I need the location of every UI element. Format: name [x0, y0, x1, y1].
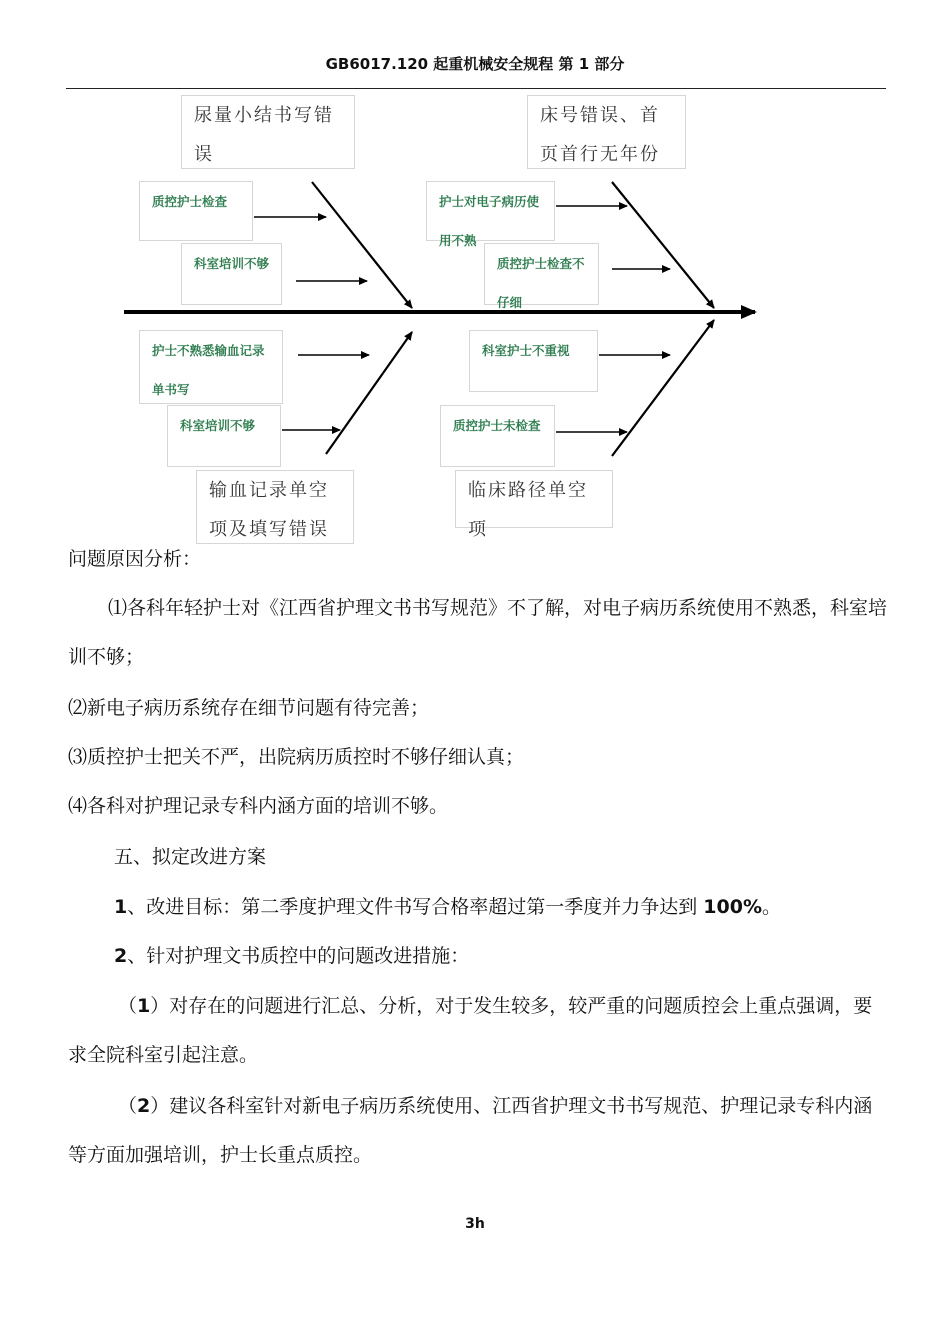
reason-4: ⑷各科对护理记录专科内涵方面的培训不够。	[68, 795, 449, 817]
effect-box-top-right	[527, 95, 686, 169]
page-number: 3h	[465, 1216, 485, 1232]
page-header-title: GB6017.120 起重机械安全规程 第 1 部分	[325, 55, 625, 73]
bone-top-left	[312, 182, 412, 308]
fishbone-diagram	[0, 0, 950, 545]
measure-2-paragraph	[68, 1082, 888, 1180]
cause-box-br1	[469, 330, 598, 392]
cause-box-tr2	[484, 243, 599, 310]
effect-box-bottom-left	[196, 470, 354, 544]
measure-2-text: 建议各科室针对新电子病历系统使用、江西省护理文书书写规范、护理记录专科内涵等方面加强培训，护士长重点质控。	[68, 1095, 873, 1166]
reason-3: ⑶质控护士把关不严，出院病历质控时不够仔细认真；	[68, 746, 525, 768]
goal-text: 、改进目标：第二季度护理文件书写合格率超过第一季度并力争达到	[127, 896, 704, 918]
cause-box-tl1	[139, 181, 253, 241]
measures-paragraph	[68, 932, 888, 981]
measures-number: 2	[114, 945, 128, 967]
measure-1-paren-open: （	[118, 995, 138, 1017]
effect-text-top-left: 尿量小结书写错误	[194, 105, 334, 165]
cause-box-tr1	[426, 181, 555, 248]
goal-end: 。	[761, 896, 781, 918]
bone-bottom-left	[326, 332, 412, 454]
cause-text-br2: 质控护士未检查	[453, 418, 541, 433]
bone-top-right	[612, 182, 714, 308]
cause-text-tr2: 质控护士检查不仔细	[497, 256, 585, 310]
measures-text: 、针对护理文书质控中的问题改进措施：	[127, 945, 470, 967]
measure-2-paren-open: （	[118, 1095, 138, 1117]
cause-box-tl2	[181, 243, 282, 305]
reason-2: ⑵新电子病历系统存在细节问题有待完善；	[68, 697, 430, 719]
measure-1-number: 1	[137, 995, 151, 1017]
measure-2-number: 2	[137, 1095, 151, 1117]
cause-text-br1: 科室护士不重视	[482, 343, 570, 358]
effect-box-bottom-right	[455, 470, 613, 540]
cause-text-tl1: 质控护士检查	[152, 194, 228, 209]
measure-1-text: 对存在的问题进行汇总、分析，对于发生较多，较严重的问题质控会上重点强调，要求全院科室引起注意。	[68, 995, 873, 1066]
effect-text-bottom-left: 输血记录单空项及填写错误	[209, 480, 329, 540]
goal-paragraph	[68, 883, 888, 932]
cause-text-tl2: 科室培训不够	[194, 256, 270, 271]
measure-2-paren-close: ）	[150, 1095, 170, 1117]
cause-box-bl2	[167, 405, 281, 467]
cause-text-bl2: 科室培训不够	[180, 418, 256, 433]
measure-1-paren-close: ）	[150, 995, 170, 1017]
effect-text-bottom-right: 临床路径单空项	[468, 480, 588, 540]
cause-box-br2	[440, 405, 555, 467]
section-heading-five: 五、拟定改进方案	[114, 846, 267, 868]
cause-box-bl1	[139, 330, 283, 404]
reason-1: ⑴各科年轻护士对《江西省护理文书书写规范》不了解，对电子病历系统使用不熟悉，科室培训不够；	[68, 597, 888, 668]
goal-percent: 100%	[703, 896, 762, 918]
bone-bottom-right	[612, 320, 714, 456]
cause-text-tr1: 护士对电子病历使用不熟	[439, 194, 540, 248]
cause-text-bl1: 护士不熟悉输血记录单书写	[152, 343, 265, 397]
effect-box-top-left	[181, 95, 355, 169]
section-heading-cause-analysis: 问题原因分析：	[68, 548, 202, 570]
measure-1-paragraph	[68, 982, 888, 1080]
goal-number: 1	[114, 896, 128, 918]
effect-text-top-right: 床号错误、首页首行无年份	[540, 105, 660, 165]
